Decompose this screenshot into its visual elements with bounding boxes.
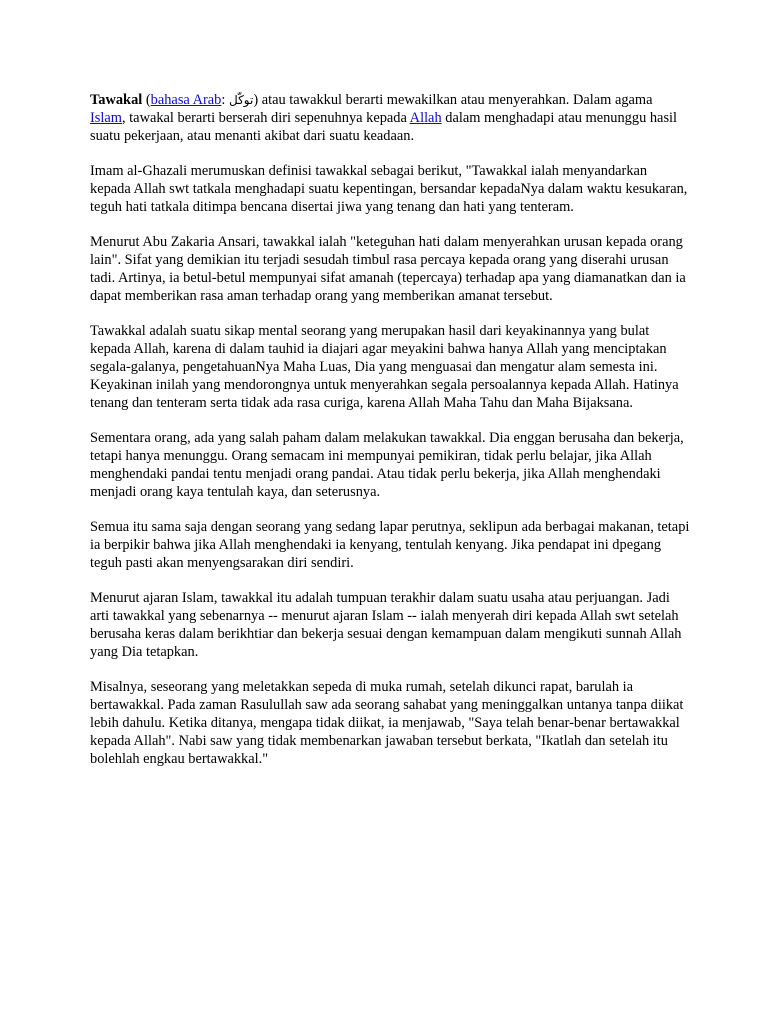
paragraph-4: Tawakkal adalah suatu sikap mental seorang yang merupakan hasil dari keyakinannya yang bulat kepada Allah, karena di dalam tauhid ia diajari agar meyakini bahwa hanya Allah yang menciptakan segala-galanya, pengetahuanNya Maha Luas, Dia yang menguasai dan mengatur alam semesta ini. Keyakinan inilah yang mendorongnya untuk menyerahkan segala persoalannya kepada Allah. Hatinya tenang dan tenteram serta tidak ada rasa curiga, karena Allah Maha Tahu dan Maha Bijaksana.: [90, 323, 679, 411]
arabic-term: توكّل: [229, 93, 254, 107]
paragraph-3: Menurut Abu Zakaria Ansari, tawakkal ialah "keteguhan hati dalam menyerahkan urusan kepada orang lain". Sifat yang demikian itu terjadi sesudah timbul rasa percaya kepada orang yang diserahi urusan tadi. Artinya, ia betul-betul mempunyai sifat amanah (tepercaya) terhadap apa yang diamanatkan dan ia dapat memberikan rasa aman terhadap orang yang memberikan amanat tersebut.: [90, 234, 686, 304]
link-islam[interactable]: Islam: [90, 110, 122, 126]
paragraph-7: Menurut ajaran Islam, tawakkal itu adalah tumpuan terakhir dalam suatu usaha atau perjuangan. Jadi arti tawakkal yang sebenarnya -- menurut ajaran Islam -- ialah menyerah diri kepada Allah swt setelah berusaha keras dalam berikhtiar dan bekerja sesuai dengan kemampuan dalam mengikuti sunnah Allah yang Dia tetapkan.: [90, 590, 682, 660]
paragraph-1-text-a: ) atau tawakkul berarti mewakilkan atau menyerahkan. Dalam agama: [253, 92, 653, 108]
article-body: [90, 91, 690, 785]
paragraph-8: Misalnya, seseorang yang meletakkan sepeda di muka rumah, setelah dikunci rapat, barulah ia bertawakkal. Pada zaman Rasulullah saw ada seorang sahabat yang meninggalkan untanya tanpa diikat lebih dahulu. Ketika ditanya, mengapa tidak diikat, ia menjawab, "Saya telah benar-benar bertawakkal kepada Allah". Nabi saw yang tidak membenarkan jawaban tersebut berkata, "Ikatlah dan setelah itu bolehlah engkau bertawakkal.": [90, 679, 684, 767]
paragraph-6: Semua itu sama saja dengan seorang yang sedang lapar perutnya, seklipun ada berbagai makanan, tetapi ia berpikir bahwa jika Allah menghendaki ia kenyang, tentulah kenyang. Jika pendapat ini dpegang teguh pasti akan menyengsarakan diri sendiri.: [90, 519, 690, 571]
paragraph-1: [90, 91, 690, 145]
paragraph-1-text-c: dalam menghadapi atau menunggu hasil suatu pekerjaan, atau menanti akibat dari suatu keadaan.: [90, 110, 678, 144]
term-tawakal: Tawakal: [90, 92, 143, 108]
paren-open: (: [142, 92, 151, 108]
paragraph-5: Sementara orang, ada yang salah paham dalam melakukan tawakkal. Dia enggan berusaha dan bekerja, tetapi hanya menunggu. Orang semacam ini mempunyai pemikiran, tidak perlu belajar, jika Allah menghendaki pandai tentu menjadi orang pandai. Atau tidak perlu bekerja, jika Allah menghendaki menjadi orang kaya tentulah kaya, dan seterusnya.: [90, 430, 684, 500]
colon: :: [221, 92, 229, 108]
paragraph-1-text-b: , tawakal berarti berserah diri sepenuhnya kepada: [121, 110, 410, 126]
paragraph-2: Imam al-Ghazali merumuskan definisi tawakkal sebagai berikut, "Tawakkal ialah menyandarkan kepada Allah swt tatkala menghadapi suatu kepentingan, bersandar kepadaNya dalam waktu kesukaran, teguh hati tatkala ditimpa bencana disertai jiwa yang tenang dan hati yang tenteram.: [90, 163, 688, 215]
link-bahasa-arab[interactable]: bahasa Arab: [150, 92, 222, 108]
link-allah[interactable]: Allah: [409, 110, 442, 126]
